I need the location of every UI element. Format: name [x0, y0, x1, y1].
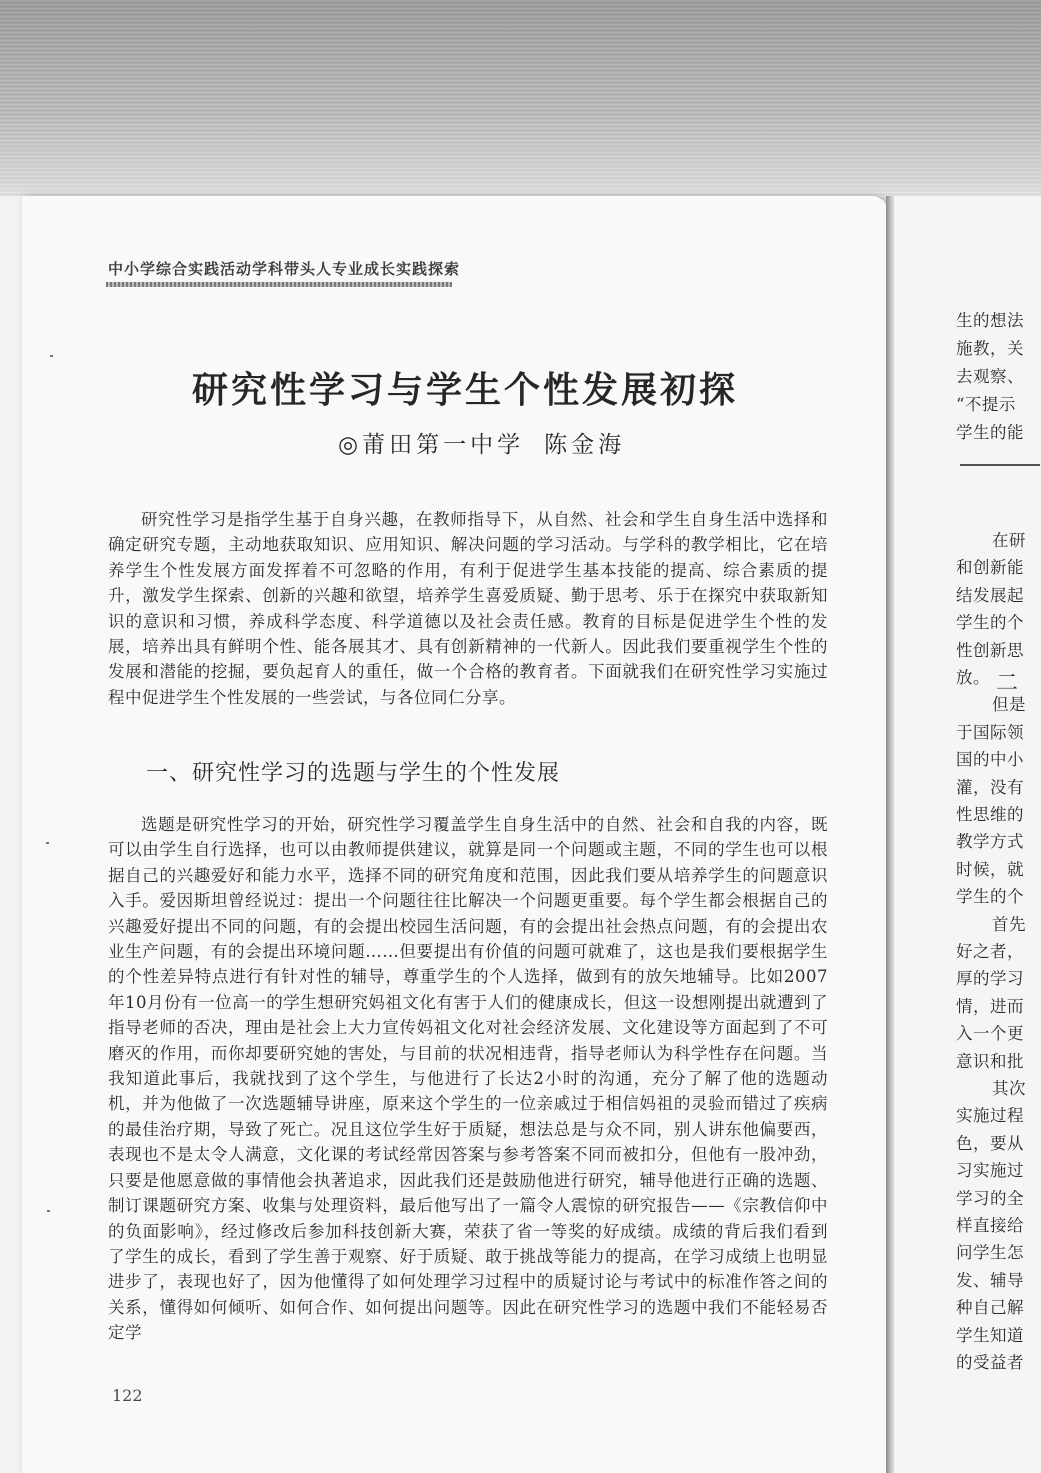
facing-page-line: 在研: [992, 531, 1026, 550]
facing-page-line: 首先: [992, 914, 1026, 934]
facing-page-line: 习实施过: [956, 1161, 1024, 1181]
section-1-heading: 一、研究性学习的选题与学生的个性发展: [146, 761, 561, 786]
facing-page-line: 问学生怎: [956, 1243, 1024, 1263]
facing-page-line: 但是: [992, 695, 1026, 715]
scan-speck: [50, 355, 53, 357]
facing-page-line: 学生知道: [956, 1325, 1024, 1345]
facing-page-line: 国的中小: [956, 750, 1024, 770]
facing-page-line: 放。: [956, 668, 990, 687]
byline-author: 陈金海: [544, 432, 626, 458]
byline-school: ◎莆田第一中学: [338, 432, 525, 458]
facing-page-line: 和创新能: [956, 558, 1024, 578]
facing-page-line: 学生的个: [956, 613, 1024, 633]
facing-page-line: 情，进而: [956, 996, 1024, 1016]
facing-page-line: 结发展起: [956, 585, 1024, 605]
facing-page-line: 厚的学习: [956, 969, 1024, 989]
running-header-rule: [106, 282, 452, 287]
facing-page-line: 时候，就: [956, 859, 1024, 879]
facing-page-line: 去观察、: [956, 367, 1024, 386]
facing-page-line: 其次: [992, 1079, 1026, 1098]
facing-page-line: 学习的全: [956, 1188, 1024, 1208]
facing-page-line: 施教，关: [956, 339, 1024, 358]
facing-page-line: 样直接给: [956, 1216, 1024, 1235]
facing-page-line: 学生的个: [956, 887, 1024, 907]
facing-page-line: 意识和批: [956, 1051, 1024, 1071]
facing-page-line: “不提示: [956, 395, 1016, 414]
facing-page-line: 灌，没有: [956, 777, 1024, 797]
facing-page-line: 实施过程: [956, 1106, 1024, 1126]
intro-paragraph: 研究性学习是指学生基于自身兴趣，在教师指导下，从自然、社会和学生自身生活中选择和确定研究专题，主动地获取知识、应用知识、解决问题的学习活动。与学科的教学相比，它在培养学生个性发展方面发挥着不可忽略的作用，有利于促进学生基本技能的提高、综合素质的提升，激发学生探索、创新的兴趣和欲望，培养学生喜爱质疑、勤于思考、乐于在探究中获取新知识的意识和习惯，养成科学态度、科学道德以及社会责任感。教育的目标是促进学生个性的发展，培养出具有鲜明个性、能各展其才、具有创新精神的一代新人。因此我们要重视学生个性的发展和潜能的挖掘，要负起育人的重任，做一个合格的教育者。下面就我们在研究性学习实施过程中促进学生个性发展的一些尝试，与各位同仁分享。: [108, 510, 828, 707]
byline: [338, 426, 625, 459]
facing-page-line: 教学方式: [956, 832, 1024, 852]
facing-page-line: 好之者，: [956, 942, 1024, 961]
facing-page-line: 入一个更: [956, 1024, 1024, 1044]
facing-page-line: 生的想法: [956, 311, 1024, 330]
article-title: 研究性学习与学生个性发展初探: [191, 369, 738, 411]
facing-page-line: 色，要从: [956, 1133, 1024, 1153]
scan-speck: [46, 842, 49, 844]
facing-page-line: 性思维的: [956, 805, 1024, 824]
section-1-paragraph: 选题是研究性学习的开始，研究性学习覆盖学生自身生活中的自然、社会和自我的内容，既可以由学生自行选择，也可以由教师提供建议，就算是同一个问题或主题，不同的学生也可以根据自己的兴趣爱好和能力水平，选择不同的研究角度和范围，因此我们要从培养学生的问题意识入手。爱因斯坦曾经说过：提出一个问题往往比解决一个问题更重要。每个学生都会根据自己的兴趣爱好提出不同的问题，有的会提出校园生活问题，有的会提出社会热点问题，有的会提出农业生产问题，有的会提出环境问题……但要提出有价值的问题可就难了，这也是我们要根据学生的个性差异特点进行有针对性的辅导，尊重学生的个人选择，做到有的放矢地辅导。比如2007年10月份有一位高一的学生想研究妈祖文化有害于人们的健康成长，但这一设想刚提出就遭到了指导老师的否决，理由是社会上大力宣传妈祖文化对社会经济发展、文化建设等方面起到了不可磨灭的作用，而你却要研究她的害处，与目前的状况相违背，指导老师认为科学性存在问题。当我知道此事后，我就找到了这个学生，与他进行了长达2小时的沟通，充分了解了他的选题动机，并为他做了一次选题辅导讲座，原来这个学生的一位亲戚过于相信妈祖的灵验而错过了疾病的最佳治疗期，导致了死亡。况且这位学生好于质疑，想法总是与众不同，别人讲东他偏要西，表现也不是太令人满意，文化课的考试经常因答案与参考答案不同而被扣分，但他有一股冲劲，只要是他愿意做的事情他会执著追求，因此我们还是鼓励他进行研究，辅导他进行正确的选题、制订课题研究方案、收集与处理资料，最后他写出了一篇令人震惊的研究报告——《宗教信仰中的负面影响》，经过修改后参加科技创新大赛，荣获了省一等奖的好成绩。成绩的背后我们看到了学生的成长，看到了学生善于观察、好于质疑、敢于挑战等能力的提高，在学习成绩上也明显进步了，表现也好了，因为他懂得了如何处理学习过程中的质疑讨论与考试中的标准作答之间的关系，懂得如何倾听、如何合作、如何提出问题等。因此在研究性学习的选题中我们不能轻易否定学: [108, 815, 828, 1343]
facing-page-line: 学生的能: [956, 423, 1024, 442]
running-header: 中小学综合实践活动学科带头人专业成长实践探索: [108, 260, 461, 278]
facing-page-line: 于国际领: [956, 722, 1024, 742]
scan-speck: [47, 1210, 50, 1212]
facing-page-line: 种自己解: [956, 1298, 1024, 1318]
facing-page-heading: 二: [996, 671, 1019, 696]
facing-page-header-rule: [960, 464, 1040, 466]
facing-page-line: 性创新思: [956, 640, 1024, 660]
page-number: 122: [112, 1386, 143, 1405]
facing-page-line: 发、辅导: [956, 1270, 1024, 1290]
facing-page-line: 的受益者: [956, 1353, 1024, 1372]
scan-shadow-band: [0, 0, 1041, 210]
